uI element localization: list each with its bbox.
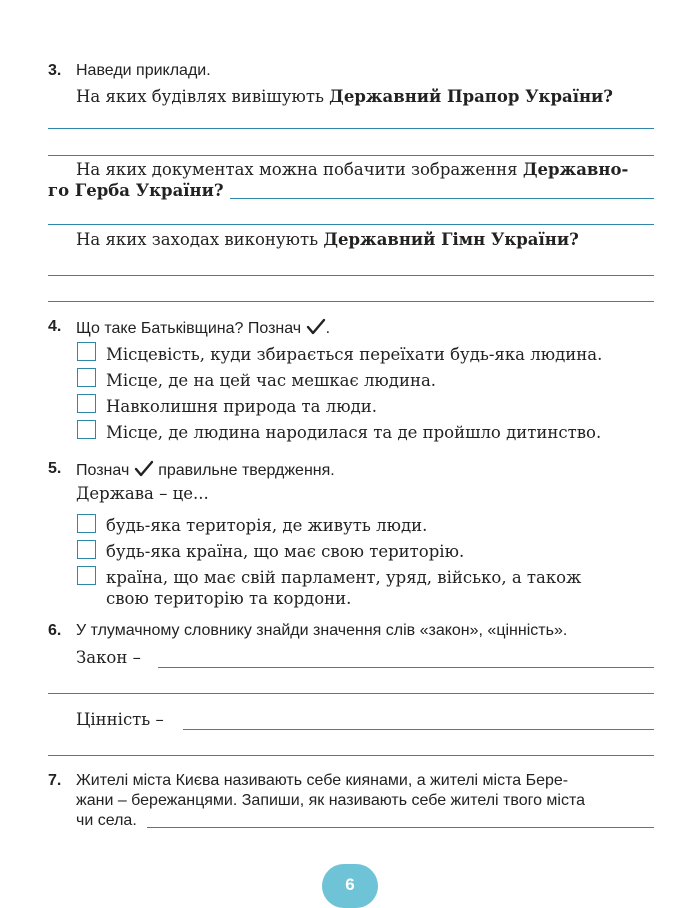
checkbox[interactable]: [77, 566, 96, 585]
q6-law-label: Закон –: [76, 648, 141, 667]
q3-question-b-line2: го Герба України?: [48, 181, 224, 200]
q5-instruction-pre: Познач: [76, 462, 130, 479]
q5-instruction: [76, 460, 335, 480]
q4-number: 4.: [48, 318, 62, 335]
q6-instruction: У тлумачному словнику знайди значення слів «закон», «цінність».: [76, 622, 568, 639]
checkbox[interactable]: [77, 342, 96, 361]
checkmark-icon: [306, 318, 326, 336]
q5-instruction-post: правильне твердження.: [158, 462, 335, 479]
page-number-badge: [322, 864, 378, 908]
answer-line[interactable]: [48, 693, 654, 694]
page-number: 6: [345, 875, 355, 894]
q5-stem: Держава – це...: [76, 484, 209, 503]
q5-number: 5.: [48, 460, 62, 477]
q4-instruction-end: .: [325, 320, 331, 337]
answer-line[interactable]: [48, 128, 654, 129]
q3-instruction: Наведи приклади.: [76, 62, 211, 79]
answer-line[interactable]: [48, 275, 654, 276]
q3-question-c-bold: Державний Гімн України?: [323, 230, 579, 249]
checkbox[interactable]: [77, 420, 96, 439]
q5-option: країна, що має свій парламент, уряд, військо, а також: [106, 568, 582, 587]
q7-text-line1: Жителі міста Києва називають себе киянами, а жителі міста Бере-: [76, 772, 569, 789]
q4-option: Місце, де людина народилася та де пройшло дитинство.: [106, 423, 602, 442]
answer-line[interactable]: [183, 729, 654, 730]
q4-instruction-text: Що таке Батьківщина? Познач: [76, 320, 302, 337]
answer-line[interactable]: [48, 755, 654, 756]
q3-question-b-bold: Державно-: [522, 160, 629, 179]
q3-question-a-text: На яких будівлях вивішують: [76, 87, 330, 106]
q4-instruction: [76, 318, 330, 338]
q3-question-a-bold: Державний Прапор України?: [329, 87, 613, 106]
q4-option: Навколишня природа та люди.: [106, 397, 377, 416]
q5-option-continued: свою територію та кордони.: [106, 589, 352, 608]
q3-question-c-text: На яких заходах виконують: [76, 230, 324, 249]
q3-question-b-text: На яких документах можна побачити зображення: [76, 160, 523, 179]
answer-line[interactable]: [48, 301, 654, 302]
q4-option: Місце, де на цей час мешкає людина.: [106, 371, 437, 390]
q5-option: будь-яка територія, де живуть люди.: [106, 516, 428, 535]
q4-option: Місцевість, куди збирається переїхати будь-яка людина.: [106, 345, 603, 364]
checkbox[interactable]: [77, 514, 96, 533]
q7-text-line3: чи села.: [76, 812, 137, 829]
q7-number: 7.: [48, 772, 62, 789]
q7-text-line2: жани – бережанцями. Запиши, як називають себе жителі твого міста: [76, 792, 586, 809]
checkbox[interactable]: [77, 540, 96, 559]
q3-question-c: [76, 230, 579, 249]
q3-question-b-line1: [76, 160, 628, 179]
q6-value-label: Цінність –: [76, 710, 164, 729]
checkbox[interactable]: [77, 368, 96, 387]
q3-number: 3.: [48, 62, 62, 79]
answer-line[interactable]: [147, 827, 654, 828]
checkmark-icon: [134, 460, 154, 478]
q5-option: будь-яка країна, що має свою територію.: [106, 542, 465, 561]
answer-line[interactable]: [158, 667, 654, 668]
answer-line[interactable]: [230, 198, 654, 199]
answer-line[interactable]: [48, 155, 654, 156]
q3-question-a: [76, 87, 613, 106]
answer-line[interactable]: [48, 224, 654, 225]
checkbox[interactable]: [77, 394, 96, 413]
q6-number: 6.: [48, 622, 62, 639]
